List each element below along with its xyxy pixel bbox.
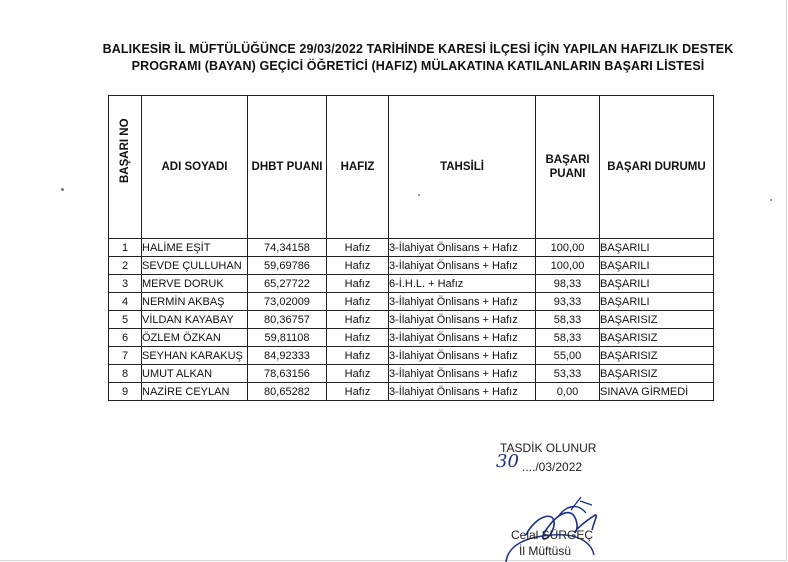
cell-name: SEYHAN KARAKUŞ	[142, 347, 248, 365]
cell-puan: 58,33	[536, 329, 600, 347]
cell-durum: BAŞARILI	[600, 293, 714, 311]
header-tahsili: TAHSİLİ	[389, 96, 536, 239]
table-row	[109, 293, 714, 311]
table-row	[109, 311, 714, 329]
table-row	[109, 347, 714, 365]
cell-puan: 55,00	[536, 347, 600, 365]
cell-tahsil: 3-İlahiyat Önlisans + Hafız	[389, 383, 536, 401]
cell-no: 8	[109, 365, 142, 383]
cell-hafiz: Hafız	[327, 347, 389, 365]
cell-tahsil: 3-İlahiyat Önlisans + Hafız	[389, 329, 536, 347]
cell-durum: SINAVA GİRMEDİ	[600, 383, 714, 401]
cell-dhbt: 73,02009	[248, 293, 327, 311]
cell-dhbt: 65,27722	[248, 275, 327, 293]
signer-title: İl Müftüsü	[519, 544, 572, 558]
cell-dhbt: 59,69786	[248, 257, 327, 275]
scan-speck	[418, 194, 420, 196]
table-row	[109, 275, 714, 293]
cell-puan: 100,00	[536, 257, 600, 275]
signer-name: Celal SÜRGEÇ	[511, 528, 594, 542]
cell-hafiz: Hafız	[327, 239, 389, 257]
header-basari-durumu: BAŞARI DURUMU	[600, 96, 714, 239]
scan-speck	[61, 188, 64, 191]
cell-name: NAZİRE CEYLAN	[142, 383, 248, 401]
cell-puan: 53,33	[536, 365, 600, 383]
cell-name: HALİME EŞİT	[142, 239, 248, 257]
cell-tahsil: 6-İ.H.L. + Hafız	[389, 275, 536, 293]
cell-tahsil: 3-İlahiyat Önlisans + Hafız	[389, 239, 536, 257]
handwritten-day: 30	[496, 451, 519, 472]
header-hafiz: HAFIZ	[327, 96, 389, 239]
cell-tahsil: 3-İlahiyat Önlisans + Hafız	[389, 311, 536, 329]
cell-no: 4	[109, 293, 142, 311]
approval-label: TASDİK OLUNUR	[500, 441, 597, 455]
table-row	[109, 383, 714, 401]
table-row	[109, 257, 714, 275]
cell-name: SEVDE ÇULLUHAN	[142, 257, 248, 275]
cell-no: 5	[109, 311, 142, 329]
header-basari-no: BAŞARI NO	[109, 96, 142, 239]
cell-name: ÖZLEM ÖZKAN	[142, 329, 248, 347]
cell-puan: 58,33	[536, 311, 600, 329]
cell-name: VİLDAN KAYABAY	[142, 311, 248, 329]
cell-durum: BAŞARILI	[600, 239, 714, 257]
cell-hafiz: Hafız	[327, 275, 389, 293]
cell-name: UMUT ALKAN	[142, 365, 248, 383]
cell-tahsil: 3-İlahiyat Önlisans + Hafız	[389, 347, 536, 365]
title-line-2: PROGRAMI (BAYAN) GEÇİCİ ÖĞRETİCİ (HAFIZ) MÜLAKATINA KATILANLARIN BAŞARI LİSTESİ	[131, 59, 705, 73]
cell-no: 7	[109, 347, 142, 365]
cell-hafiz: Hafız	[327, 311, 389, 329]
cell-name: NERMİN AKBAŞ	[142, 293, 248, 311]
cell-dhbt: 80,65282	[248, 383, 327, 401]
cell-dhbt: 78,63156	[248, 365, 327, 383]
header-dhbt-puani: DHBT PUANI	[248, 96, 327, 239]
cell-no: 3	[109, 275, 142, 293]
cell-hafiz: Hafız	[327, 383, 389, 401]
header-basari-puani: BAŞARI PUANI	[536, 96, 600, 239]
header-row	[109, 96, 714, 239]
results-table	[108, 95, 714, 401]
table-row	[109, 329, 714, 347]
cell-durum: BAŞARISIZ	[600, 347, 714, 365]
table-row	[109, 239, 714, 257]
cell-dhbt: 59,81108	[248, 329, 327, 347]
cell-puan: 93,33	[536, 293, 600, 311]
cell-durum: BAŞARILI	[600, 275, 714, 293]
cell-hafiz: Hafız	[327, 293, 389, 311]
cell-puan: 100,00	[536, 239, 600, 257]
cell-durum: BAŞARILI	[600, 257, 714, 275]
scan-speck	[770, 199, 772, 201]
cell-tahsil: 3-İlahiyat Önlisans + Hafız	[389, 293, 536, 311]
cell-no: 1	[109, 239, 142, 257]
cell-tahsil: 3-İlahiyat Önlisans + Hafız	[389, 257, 536, 275]
approval-date: ..../03/2022	[522, 460, 583, 474]
cell-durum: BAŞARISIZ	[600, 365, 714, 383]
cell-dhbt: 74,34158	[248, 239, 327, 257]
cell-puan: 0,00	[536, 383, 600, 401]
cell-hafiz: Hafız	[327, 257, 389, 275]
cell-durum: BAŞARISIZ	[600, 329, 714, 347]
cell-hafiz: Hafız	[327, 365, 389, 383]
cell-dhbt: 84,92333	[248, 347, 327, 365]
cell-durum: BAŞARISIZ	[600, 311, 714, 329]
cell-hafiz: Hafız	[327, 329, 389, 347]
table-row	[109, 365, 714, 383]
cell-no: 2	[109, 257, 142, 275]
document-title	[60, 41, 776, 75]
title-line-1: BALIKESİR İL MÜFTÜLÜĞÜNCE 29/03/2022 TARİHİNDE KARESİ İLÇESİ İÇİN YAPILAN HAFIZLIK DESTEK	[102, 42, 734, 56]
cell-no: 6	[109, 329, 142, 347]
cell-dhbt: 80,36757	[248, 311, 327, 329]
header-adi-soyadi: ADI SOYADI	[142, 96, 248, 239]
cell-name: MERVE DORUK	[142, 275, 248, 293]
cell-tahsil: 3-İlahiyat Önlisans + Hafız	[389, 365, 536, 383]
cell-puan: 98,33	[536, 275, 600, 293]
cell-no: 9	[109, 383, 142, 401]
